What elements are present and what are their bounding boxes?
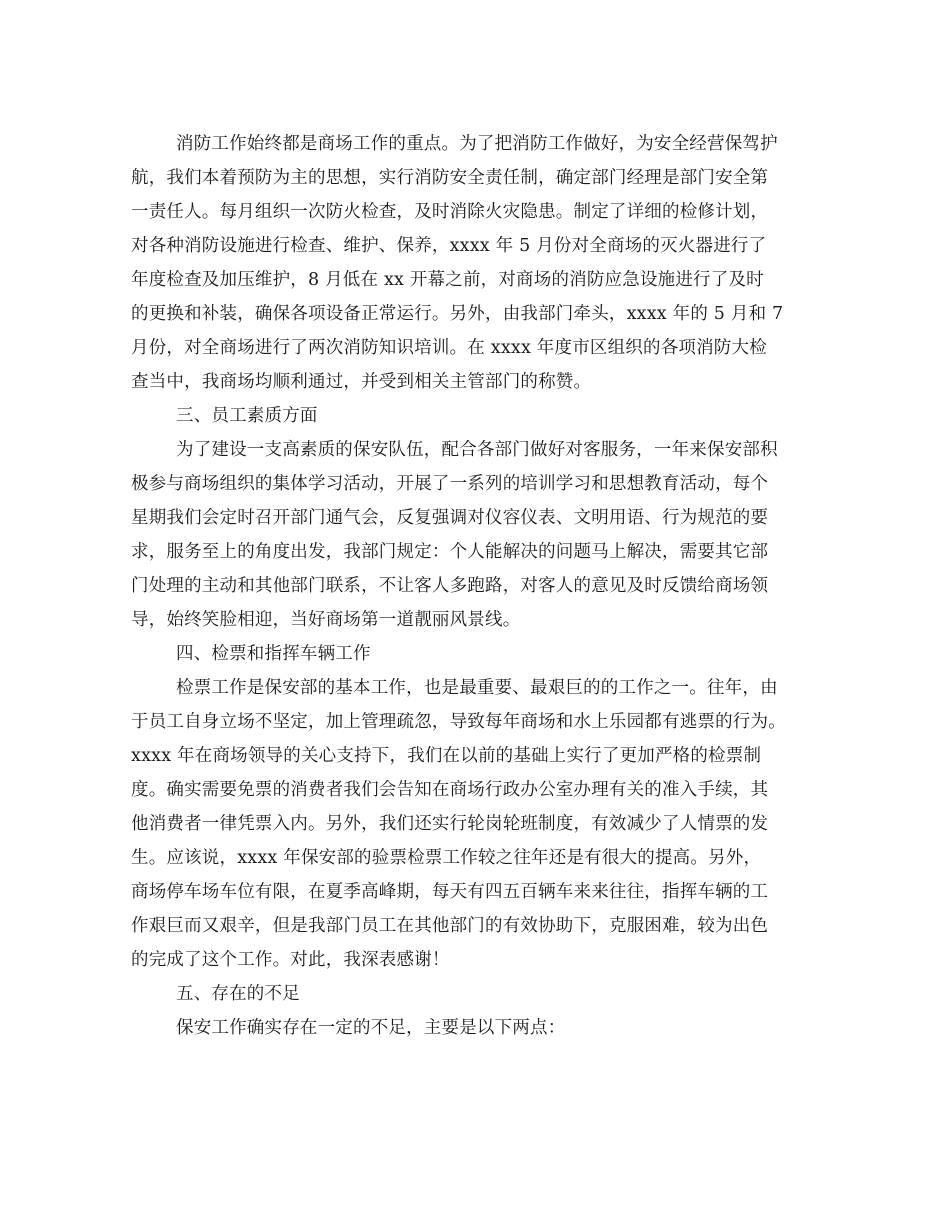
paragraph-line: 于员工自身立场不坚定，加上管理疏忽，导致每年商场和水上乐园都有逃票的行为。 <box>131 712 786 732</box>
paragraph-line: 消防工作始终都是商场工作的重点。为了把消防工作做好，为安全经营保驾护 <box>176 134 778 154</box>
paragraph-line: 商场停车场车位有限，在夏季高峰期，每天有四五百辆车来来往往，指挥车辆的工 <box>131 882 769 902</box>
paragraph-line: 度。确实需要免票的消费者我们会告知在商场行政办公室办理有关的准入手续，其 <box>131 780 769 800</box>
paragraph-line: 他消费者一律凭票入内。另外，我们还实行轮岗轮班制度，有效减少了人情票的发 <box>131 814 769 834</box>
section-heading: 三、员工素质方面 <box>176 406 318 426</box>
paragraph-line: 生。应该说，xxxx 年保安部的验票检票工作较之往年还是有很大的提高。另外， <box>131 848 762 868</box>
paragraph-line: xxxx 年在商场领导的关心支持下，我们在以前的基础上实行了更加严格的检票制 <box>131 746 762 766</box>
paragraph-line: 星期我们会定时召开部门通气会，反复强调对仪容仪表、文明用语、行为规范的要 <box>131 508 769 528</box>
paragraph-line: 月份，对全商场进行了两次消防知识培训。在 xxxx 年度市区组织的各项消防大检 <box>131 338 767 358</box>
paragraph-line: 极参与商场组织的集体学习活动，开展了一系列的培训学习和思想教育活动，每个 <box>131 474 769 494</box>
paragraph-line: 为了建设一支高素质的保安队伍，配合各部门做好对客服务，一年来保安部积 <box>176 440 778 460</box>
paragraph-line: 求，服务至上的角度出发，我部门规定：个人能解决的问题马上解决，需要其它部 <box>131 542 769 562</box>
paragraph-line: 作艰巨而又艰辛，但是我部门员工在其他部门的有效协助下，克服困难，较为出色 <box>131 916 769 936</box>
paragraph-line: 检票工作是保安部的基本工作，也是最重要、最艰巨的的工作之一。往年，由 <box>176 678 778 698</box>
paragraph-line: 保安工作确实存在一定的不足，主要是以下两点： <box>176 1018 566 1038</box>
paragraph-line: 航，我们本着预防为主的思想，实行消防安全责任制，确定部门经理是部门安全第 <box>131 168 769 188</box>
paragraph-line: 门处理的主动和其他部门联系，不让客人多跑路，对客人的意见及时反馈给商场领 <box>131 576 769 596</box>
paragraph-line: 年度检查及加压维护，8 月低在 xx 开幕之前，对商场的消防应急设施进行了及时 <box>131 270 764 290</box>
paragraph-line: 的更换和补装，确保各项设备正常运行。另外，由我部门牵头，xxxx 年的 5 月和 7 <box>131 304 784 324</box>
paragraph-line: 的完成了这个工作。对此，我深表感谢！ <box>131 950 450 970</box>
paragraph-line: 导，始终笑脸相迎，当好商场第一道靓丽风景线。 <box>131 610 521 630</box>
paragraph-line: 对各种消防设施进行检查、维护、保养，xxxx 年 5 月份对全商场的灭火器进行了 <box>131 236 767 256</box>
paragraph-line: 一责任人。每月组织一次防火检查，及时消除火灾隐患。制定了详细的检修计划， <box>131 202 769 222</box>
section-heading: 五、存在的不足 <box>176 984 300 1004</box>
paragraph-line: 查当中，我商场均顺利通过，并受到相关主管部门的称赞。 <box>131 372 592 392</box>
section-heading: 四、检票和指挥车辆工作 <box>176 644 371 664</box>
